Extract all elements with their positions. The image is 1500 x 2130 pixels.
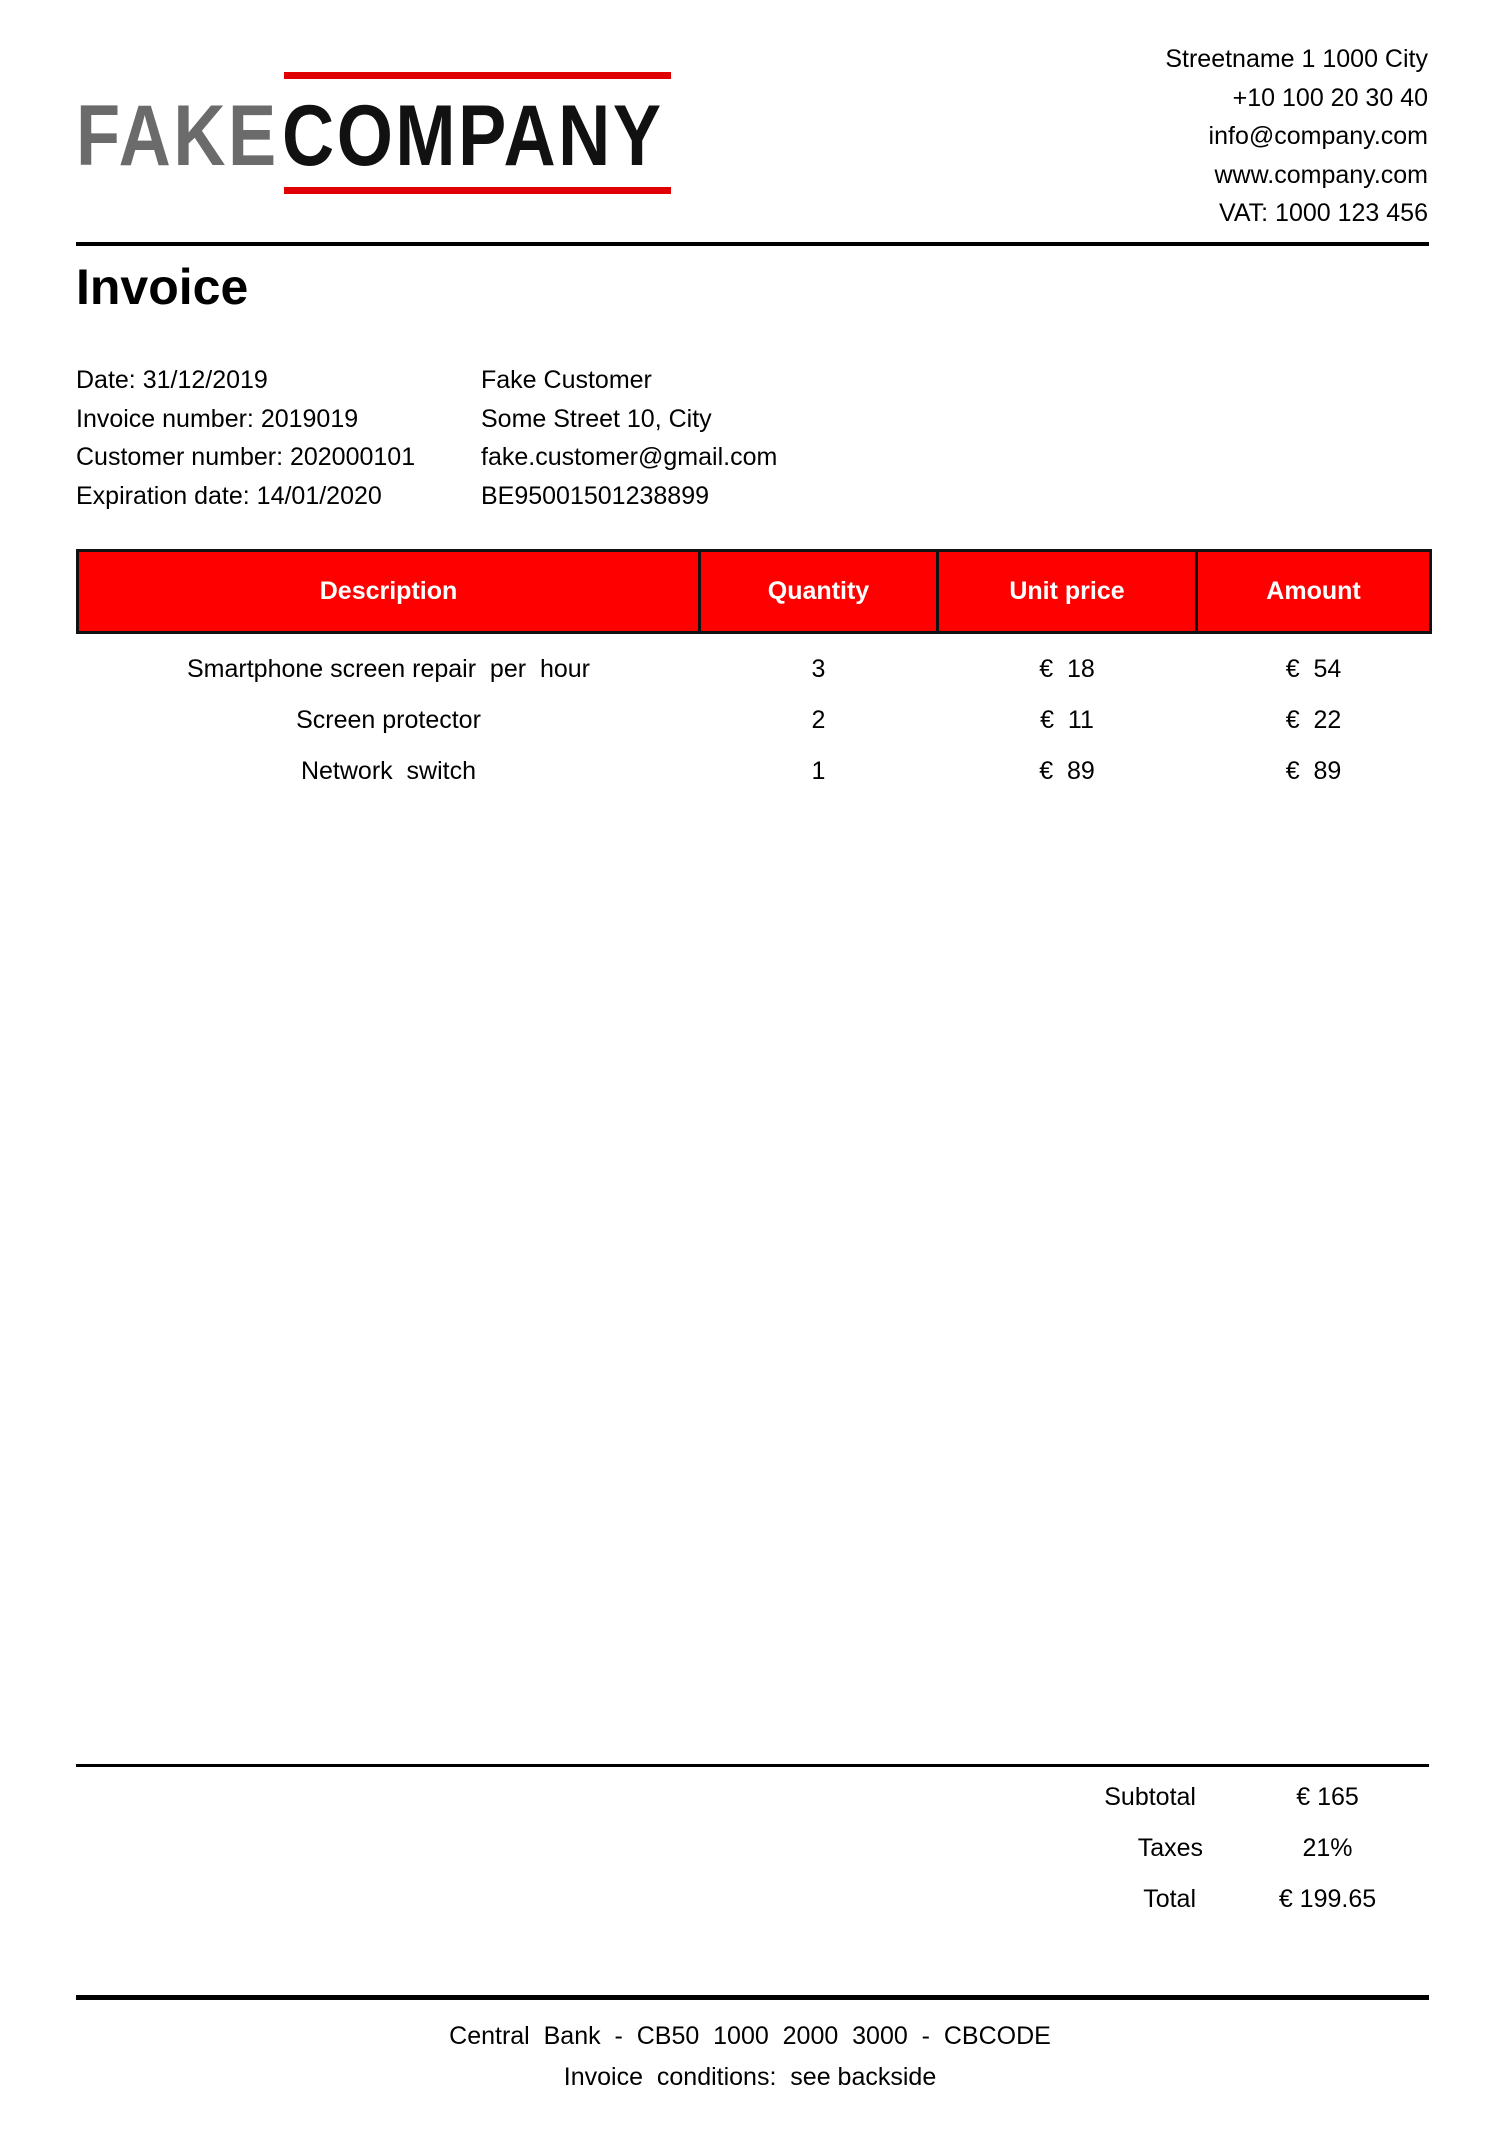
footer-divider — [76, 1995, 1429, 2000]
customer-address: Some Street 10, City — [481, 404, 712, 433]
company-logo — [76, 72, 671, 198]
subtotal-label: Subtotal — [1104, 1783, 1196, 1811]
column-header-description: Description — [78, 551, 700, 633]
total-row — [1070, 1874, 1390, 1925]
total-value: € 199.65 — [1278, 1885, 1377, 1913]
expiration-date: Expiration date: 14/01/2020 — [76, 481, 382, 510]
invoice-meta — [76, 361, 415, 515]
table-row — [78, 633, 1431, 696]
totals-block — [1070, 1772, 1390, 1925]
customer-email: fake.customer@gmail.com — [481, 443, 778, 471]
logo-bottom-bar — [284, 187, 671, 194]
company-vat: VAT: 1000 123 456 — [1219, 199, 1428, 227]
logo-word-company: COMPANY — [282, 88, 664, 184]
company-email: info@company.com — [1208, 122, 1428, 150]
cell-unit-price: € 18 — [1039, 655, 1095, 683]
taxes-value: 21% — [1302, 1834, 1353, 1862]
company-contact — [1165, 40, 1428, 233]
cell-unit-price: € 89 — [1039, 757, 1095, 785]
company-address: Streetname 1 1000 City — [1165, 45, 1428, 73]
table-row — [78, 695, 1431, 746]
cell-quantity: 1 — [811, 757, 826, 785]
footer — [0, 2016, 1500, 2098]
totals-divider — [76, 1764, 1429, 1767]
invoice-conditions: Invoice conditions: see backside — [563, 2063, 937, 2091]
logo-top-bar — [284, 72, 671, 79]
column-header-amount: Amount — [1197, 551, 1431, 633]
company-phone: +10 100 20 30 40 — [1232, 83, 1428, 112]
cell-description: Network switch — [300, 757, 477, 785]
table-row — [78, 746, 1431, 797]
customer-account: BE95001501238899 — [481, 481, 710, 510]
invoice-items-table — [76, 549, 1432, 797]
cell-amount: € 54 — [1285, 655, 1342, 683]
cell-quantity: 2 — [811, 706, 826, 734]
cell-description: Screen protector — [296, 706, 481, 734]
cell-amount: € 89 — [1285, 757, 1342, 785]
bank-details: Central Bank - CB50 1000 2000 3000 - CBCODE — [449, 2022, 1051, 2050]
taxes-label: Taxes — [1137, 1834, 1203, 1862]
cell-unit-price: € 11 — [1040, 706, 1094, 734]
customer-name: Fake Customer — [481, 366, 652, 394]
customer-info — [481, 361, 777, 515]
column-header-quantity: Quantity — [700, 551, 938, 633]
header-divider — [76, 242, 1429, 246]
subtotal-value: € 165 — [1296, 1783, 1359, 1811]
cell-amount: € 22 — [1285, 706, 1342, 734]
cell-quantity: 3 — [811, 655, 826, 683]
logo-word-fake: FAKE — [76, 88, 279, 184]
customer-number: Customer number: 202000101 — [76, 443, 416, 471]
total-label: Total — [1143, 1885, 1196, 1913]
table-header-row — [78, 551, 1431, 633]
taxes-row — [1070, 1823, 1390, 1874]
invoice-date: Date: 31/12/2019 — [76, 366, 268, 394]
page-title: Invoice — [76, 259, 249, 315]
cell-description: Smartphone screen repair per hour — [187, 655, 590, 683]
invoice-number: Invoice number: 2019019 — [76, 404, 359, 433]
subtotal-row — [1070, 1772, 1390, 1823]
column-header-unit-price: Unit price — [938, 551, 1197, 633]
company-website: www.company.com — [1214, 160, 1428, 189]
